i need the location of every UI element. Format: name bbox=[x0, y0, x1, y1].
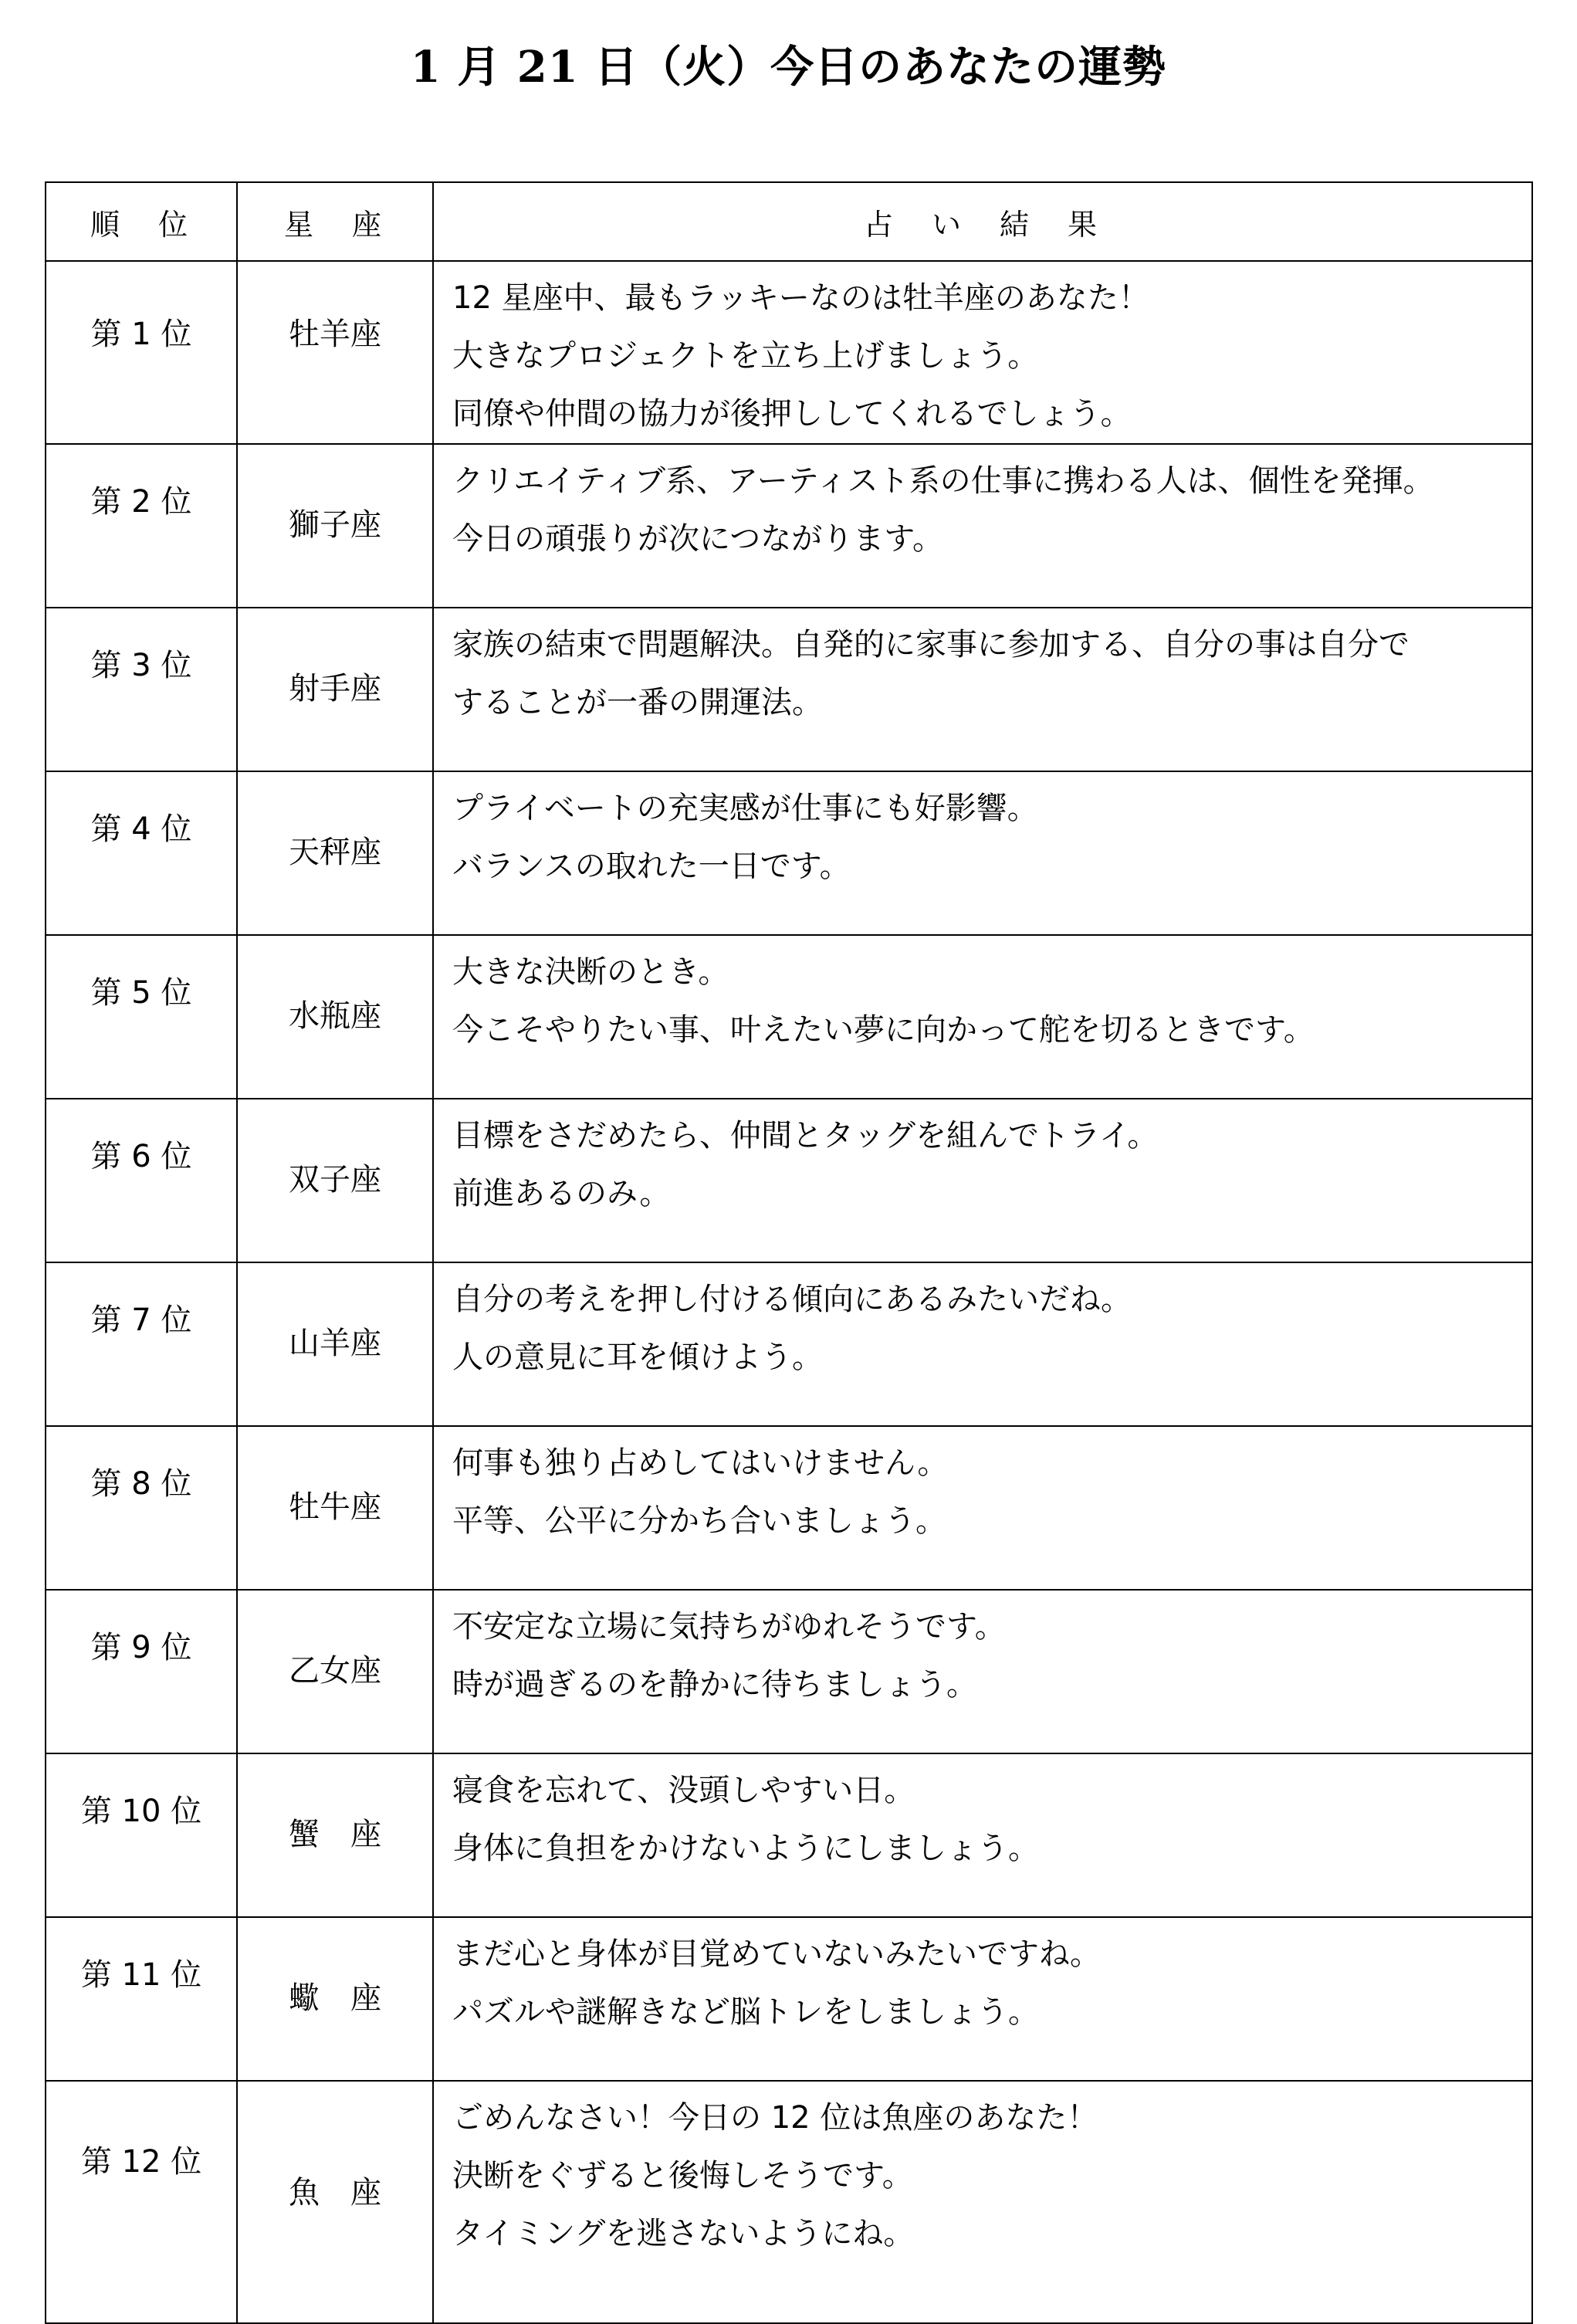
table-row bbox=[46, 1917, 1532, 2081]
sign-text: 獅子座 bbox=[289, 507, 381, 543]
result-line: 身体に負担をかけないようにしましょう。 bbox=[452, 1831, 1039, 1866]
table-row bbox=[46, 935, 1532, 1099]
rank-text: 第 5 位 bbox=[90, 975, 192, 1011]
result-line: 前進あるのみ。 bbox=[452, 1176, 671, 1211]
sign-cell bbox=[237, 1590, 433, 1753]
result-line: 平等、公平に分かち合いましょう。 bbox=[452, 1503, 946, 1539]
result-line: 家族の結束で問題解決。自発的に家事に参加する、自分の事は自分で bbox=[452, 627, 1409, 662]
table-row bbox=[46, 1099, 1532, 1262]
result-line: 何事も独り占めしてはいけません。 bbox=[452, 1445, 949, 1481]
result-line: 寝食を忘れて、没頭しやすい日。 bbox=[452, 1773, 915, 1808]
sign-cell bbox=[237, 444, 433, 608]
rank-cell bbox=[46, 1099, 237, 1262]
rank-text: 第 4 位 bbox=[90, 811, 192, 847]
rank-text: 第 2 位 bbox=[90, 484, 192, 520]
result-cell bbox=[433, 771, 1532, 935]
result-line: することが一番の開運法。 bbox=[452, 685, 823, 720]
result-line: 同僚や仲間の協力が後押ししてくれるでしょう。 bbox=[452, 396, 1132, 432]
sign-cell bbox=[237, 1099, 433, 1262]
result-line: タイミングを逃さないようにね。 bbox=[452, 2216, 915, 2251]
header-result bbox=[433, 182, 1532, 261]
sign-text: 牡羊座 bbox=[289, 317, 381, 352]
rank-cell bbox=[46, 261, 237, 444]
sign-text: 蠍 座 bbox=[289, 1980, 381, 2016]
result-line: バランスの取れた一日です。 bbox=[452, 849, 851, 884]
rank-text: 第 11 位 bbox=[80, 1957, 202, 1993]
table-row bbox=[46, 1753, 1532, 1917]
header-sign-label: 星 座 bbox=[283, 207, 386, 242]
sign-text: 射手座 bbox=[289, 671, 381, 706]
result-line: 今こそやりたい事、叶えたい夢に向かって舵を切るときです。 bbox=[452, 1012, 1315, 1048]
sign-cell bbox=[237, 2081, 433, 2323]
rank-text: 第 12 位 bbox=[80, 2144, 202, 2180]
sign-text: 山羊座 bbox=[289, 1326, 381, 1361]
result-cell bbox=[433, 444, 1532, 608]
table-row bbox=[46, 444, 1532, 608]
table-header-row bbox=[46, 182, 1532, 261]
header-rank-label: 順 位 bbox=[90, 207, 192, 242]
result-cell bbox=[433, 1753, 1532, 1917]
result-cell bbox=[433, 608, 1532, 771]
result-cell bbox=[433, 261, 1532, 444]
rank-text: 第 8 位 bbox=[90, 1466, 192, 1502]
rank-cell bbox=[46, 771, 237, 935]
result-cell bbox=[433, 935, 1532, 1099]
result-cell bbox=[433, 1262, 1532, 1426]
header-rank bbox=[46, 182, 237, 261]
sign-cell bbox=[237, 1426, 433, 1590]
sign-text: 牡牛座 bbox=[289, 1489, 381, 1525]
sign-cell bbox=[237, 261, 433, 444]
fortune-table bbox=[45, 181, 1533, 2324]
result-cell bbox=[433, 2081, 1532, 2323]
result-line: 人の意見に耳を傾けよう。 bbox=[452, 1340, 823, 1375]
table-row bbox=[46, 2081, 1532, 2323]
rank-text: 第 3 位 bbox=[90, 648, 192, 683]
rank-cell bbox=[46, 1590, 237, 1753]
sign-text: 水瓶座 bbox=[289, 998, 381, 1034]
sign-text: 魚 座 bbox=[289, 2175, 381, 2211]
sign-text: 乙女座 bbox=[289, 1653, 381, 1689]
result-cell bbox=[433, 1590, 1532, 1753]
result-line: 大きな決断のとき。 bbox=[452, 954, 729, 990]
result-line: 大きなプロジェクトを立ち上げましょう。 bbox=[452, 338, 1039, 374]
rank-cell bbox=[46, 444, 237, 608]
result-line: 不安定な立場に気持ちがゆれそうです。 bbox=[452, 1609, 1006, 1645]
rank-cell bbox=[46, 1262, 237, 1426]
header-sign bbox=[237, 182, 433, 261]
rank-text: 第 6 位 bbox=[90, 1139, 192, 1174]
result-line: パズルや謎解きなど脳トレをしましょう。 bbox=[452, 1994, 1039, 2030]
rank-cell bbox=[46, 608, 237, 771]
rank-cell bbox=[46, 1426, 237, 1590]
table-row bbox=[46, 261, 1532, 444]
header-result-label: 占 い 結 果 bbox=[863, 207, 1102, 242]
rank-cell bbox=[46, 1753, 237, 1917]
sign-cell bbox=[237, 771, 433, 935]
sign-cell bbox=[237, 1917, 433, 2081]
result-line: 今日の頑張りが次につながります。 bbox=[452, 521, 943, 557]
rank-text: 第 9 位 bbox=[90, 1630, 192, 1665]
table-row bbox=[46, 1262, 1532, 1426]
table-row bbox=[46, 1426, 1532, 1590]
table-body bbox=[46, 261, 1532, 2323]
sign-cell bbox=[237, 1753, 433, 1917]
result-cell bbox=[433, 1426, 1532, 1590]
rank-cell bbox=[46, 2081, 237, 2323]
result-line: 12 星座中、最もラッキーなのは牡羊座のあなた！ bbox=[452, 280, 1149, 316]
rank-cell bbox=[46, 935, 237, 1099]
sign-text: 天秤座 bbox=[289, 835, 381, 870]
result-line: まだ心と身体が目覚めていないみたいですね。 bbox=[452, 1936, 1101, 1972]
rank-cell bbox=[46, 1917, 237, 2081]
sign-text: 蟹 座 bbox=[289, 1817, 381, 1852]
result-line: 時が過ぎるのを静かに待ちましょう。 bbox=[452, 1667, 977, 1702]
sign-cell bbox=[237, 935, 433, 1099]
page-title: 1 月 21 日（火）今日のあなたの運勢 bbox=[410, 42, 1167, 93]
result-cell bbox=[433, 1099, 1532, 1262]
table-row bbox=[46, 771, 1532, 935]
sign-cell bbox=[237, 608, 433, 771]
rank-text: 第 1 位 bbox=[90, 317, 192, 352]
result-line: プライベートの充実感が仕事にも好影響。 bbox=[452, 791, 1038, 826]
result-line: 決断をぐずると後悔しそうです。 bbox=[452, 2158, 913, 2194]
result-line: 自分の考えを押し付ける傾向にあるみたいだね。 bbox=[452, 1282, 1132, 1317]
table-row bbox=[46, 608, 1532, 771]
result-line: クリエイティブ系、アーティスト系の仕事に携わる人は、個性を発揮。 bbox=[452, 463, 1434, 499]
result-line: 目標をさだめたら、仲間とタッグを組んでトライ。 bbox=[452, 1118, 1159, 1154]
sign-text: 双子座 bbox=[289, 1162, 381, 1198]
rank-text: 第 10 位 bbox=[80, 1794, 202, 1829]
result-line: ごめんなさい！今日の 12 位は魚座のあなた！ bbox=[452, 2100, 1098, 2136]
result-cell bbox=[433, 1917, 1532, 2081]
table-row bbox=[46, 1590, 1532, 1753]
rank-text: 第 7 位 bbox=[90, 1303, 192, 1338]
sign-cell bbox=[237, 1262, 433, 1426]
